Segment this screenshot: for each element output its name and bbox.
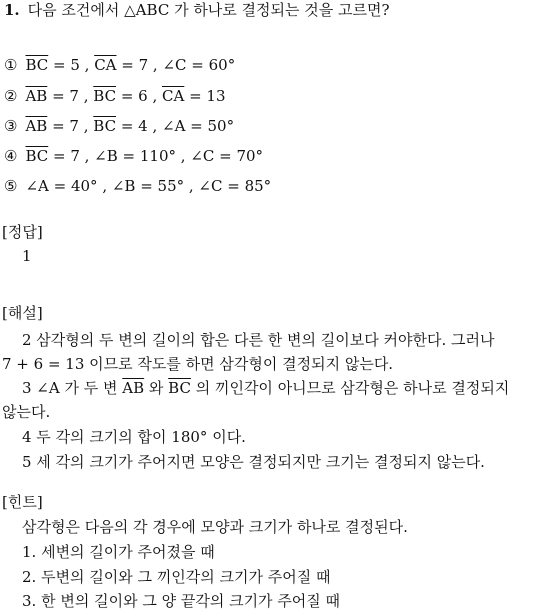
segment-ca: $\overline{CA}$ <box>94 56 117 74</box>
segment-ab: $\overline{AB}$ <box>25 87 48 105</box>
segment-ab: $\overline{AB}$ <box>25 117 48 135</box>
explanation-heading: [해설] <box>2 304 43 322</box>
segment-bc: $\overline{BC}$ <box>168 379 191 397</box>
option-text: = 7 , <box>47 117 94 135</box>
option-text: = 7 , ∠C = 60° <box>116 56 236 74</box>
hint-line: 1. 세변의 길이가 주어졌을 때 <box>22 543 215 561</box>
option-text: ∠A = 40° , ∠B = 55° , ∠C = 85° <box>25 177 272 195</box>
option-1 <box>4 55 235 75</box>
explanation-line: 4 두 각의 크기의 합이 180° 이다. <box>22 428 246 446</box>
option-marker: ⑤ <box>4 177 18 195</box>
option-marker: ① <box>4 56 18 74</box>
option-text: = 7 , ∠B = 110° , ∠C = 70° <box>48 147 264 165</box>
question-line <box>4 0 390 20</box>
segment-ca: $\overline{CA}$ <box>162 87 185 105</box>
option-text: = 6 , <box>116 87 162 105</box>
option-text: = 13 <box>184 87 226 105</box>
hint-heading: [힌트] <box>2 493 43 511</box>
explanation-text: 와 <box>144 379 169 397</box>
option-2 <box>4 86 226 106</box>
question-text: 다음 조건에서 △ABC 가 하나로 결정되는 것을 고르면? <box>27 1 390 19</box>
explanation-line: 않는다. <box>2 403 51 421</box>
option-marker: ④ <box>4 147 18 165</box>
explanation-line: 5 세 각의 크기가 주어지면 모양은 결정되지만 크기는 결정되지 않는다. <box>22 453 485 471</box>
explanation-text: 의 끼인각이 아니므로 삼각형은 하나로 결정되지 <box>190 379 510 397</box>
option-5 <box>4 176 271 196</box>
option-marker: ③ <box>4 117 18 135</box>
hint-line: 2. 두변의 길이와 그 끼인각의 크기가 주어질 때 <box>22 568 331 586</box>
option-3 <box>4 116 234 136</box>
segment-bc: $\overline{BC}$ <box>25 147 49 165</box>
option-text: = 4 , ∠A = 50° <box>116 117 235 135</box>
hint-line: 3. 한 변의 길이와 그 양 끝각의 크기가 주어질 때 <box>22 592 341 610</box>
segment-bc: $\overline{BC}$ <box>25 56 49 74</box>
explanation-line: 2 삼각형의 두 변의 길이의 합은 다른 한 변의 길이보다 커야한다. 그러나 <box>22 331 495 349</box>
explanation-text: 3 ∠A 가 두 변 <box>22 379 123 397</box>
segment-bc: $\overline{BC}$ <box>93 87 117 105</box>
hint-line: 삼각형은 다음의 각 경우에 모양과 크기가 하나로 결정된다. <box>22 518 408 536</box>
question-number: 1. <box>4 1 20 19</box>
answer-heading: [정답] <box>2 223 43 241</box>
explanation-line: 7 + 6 = 13 이므로 작도를 하면 삼각형이 결정되지 않는다. <box>2 355 394 373</box>
option-marker: ② <box>4 87 18 105</box>
option-text: = 5 , <box>48 56 95 74</box>
option-text: = 7 , <box>47 87 94 105</box>
answer-value: 1 <box>22 247 32 265</box>
segment-ab: $\overline{AB}$ <box>122 379 145 397</box>
option-4 <box>4 146 263 166</box>
explanation-line <box>22 378 509 398</box>
segment-bc: $\overline{BC}$ <box>93 117 117 135</box>
